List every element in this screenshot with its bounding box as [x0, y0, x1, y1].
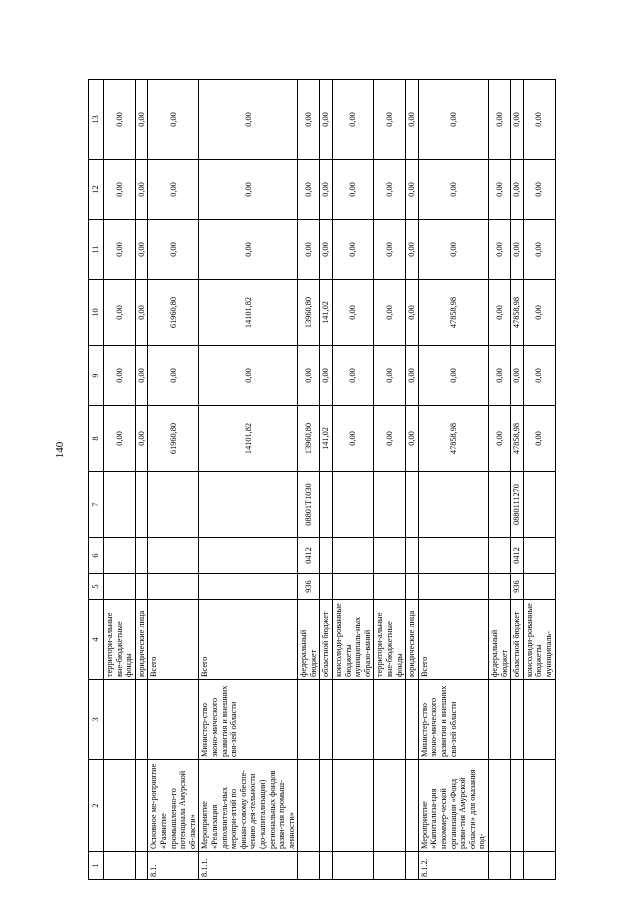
table-cell: 0412	[298, 538, 320, 574]
table-cell	[418, 472, 488, 538]
table-cell: 0,00	[333, 220, 374, 280]
table-cell	[523, 680, 555, 760]
table-cell: 0,00	[511, 160, 524, 220]
table-cell	[148, 680, 199, 760]
table-cell: Всего	[148, 600, 199, 680]
table-cell: 0,00	[418, 346, 488, 406]
table-cell	[320, 574, 333, 600]
table-cell: 47858,98	[511, 280, 524, 346]
table-cell: 0,00	[406, 80, 419, 160]
table-cell: 0,00	[374, 80, 406, 160]
table-cell	[148, 472, 199, 538]
table-cell	[488, 680, 510, 760]
table-cell: 0,00	[135, 220, 148, 280]
table-cell: 61960,80	[148, 280, 199, 346]
table-row	[104, 80, 136, 880]
table-cell	[374, 574, 406, 600]
table-cell	[488, 574, 510, 600]
table-cell: 0,00	[104, 80, 136, 160]
table-body	[89, 80, 556, 880]
table-cell: юридические лица	[135, 600, 148, 680]
table-cell: Мероприятие «Реализация дополнитель-ных меропри-ятий по финан-совому обеспе-чению дея-тельности (до-капитализации) региональных фондов разви-тия промыш-ленности»	[199, 760, 298, 852]
table-cell	[320, 760, 333, 852]
table-cell	[511, 852, 524, 880]
table-cell	[418, 574, 488, 600]
header-cell: 10	[89, 280, 104, 346]
table-cell: 0,00	[320, 160, 333, 220]
table-cell	[374, 538, 406, 574]
table-cell: 0,00	[199, 346, 298, 406]
header-cell: 1	[89, 852, 104, 880]
table-cell	[523, 852, 555, 880]
table-cell: 0,00	[135, 346, 148, 406]
table-cell: 0,00	[104, 160, 136, 220]
table-cell	[333, 538, 374, 574]
table-cell: 0,00	[135, 80, 148, 160]
table-cell: 0,00	[148, 220, 199, 280]
table-cell	[374, 760, 406, 852]
table-row	[406, 80, 419, 880]
table-cell: федеральный бюджет	[488, 600, 510, 680]
table-cell: 47858,98	[418, 280, 488, 346]
table-cell	[135, 538, 148, 574]
table-cell	[135, 574, 148, 600]
table-cell	[148, 538, 199, 574]
table-cell: 0,00	[406, 280, 419, 346]
table-cell	[333, 852, 374, 880]
table-cell	[406, 852, 419, 880]
table-cell: 0,00	[199, 160, 298, 220]
table-cell: 0,00	[523, 406, 555, 472]
table-cell: 0880111270	[511, 472, 524, 538]
table-row	[523, 80, 555, 880]
table-cell: 0,00	[374, 280, 406, 346]
table-cell: 936	[511, 574, 524, 600]
table-cell: 0,00	[523, 220, 555, 280]
table-cell	[406, 538, 419, 574]
table-row	[488, 80, 510, 880]
table-cell: 0,00	[374, 160, 406, 220]
table-cell	[104, 538, 136, 574]
table-cell: 0,00	[104, 346, 136, 406]
table-cell	[333, 472, 374, 538]
table-cell: 0,00	[488, 220, 510, 280]
table-cell: 0,00	[148, 346, 199, 406]
table-cell: Мероприятие «Капитализа-ция некоммер-ческой организации «Фонд разви-тия Амурской области» для оказания под-	[418, 760, 488, 852]
table-cell	[406, 680, 419, 760]
table-cell	[199, 538, 298, 574]
table-cell: 0,00	[488, 80, 510, 160]
table-cell	[104, 472, 136, 538]
table-cell	[511, 760, 524, 852]
table-cell	[406, 760, 419, 852]
table-cell	[320, 680, 333, 760]
table-cell	[418, 538, 488, 574]
table-cell	[511, 680, 524, 760]
table-row	[298, 80, 320, 880]
table-cell	[523, 472, 555, 538]
table-cell	[104, 574, 136, 600]
table-cell: 0,00	[374, 220, 406, 280]
table-cell: 14101,82	[199, 406, 298, 472]
table-row	[511, 80, 524, 880]
table-cell: 0,00	[135, 160, 148, 220]
table-cell: 0,00	[523, 280, 555, 346]
header-cell: 13	[89, 80, 104, 160]
table-cell: 0,00	[511, 346, 524, 406]
table-cell: 141,02	[320, 406, 333, 472]
table-header-row	[89, 80, 104, 880]
header-cell: 3	[89, 680, 104, 760]
table-cell: 0,00	[333, 280, 374, 346]
table-cell	[148, 574, 199, 600]
table-cell	[523, 538, 555, 574]
table-cell: 0,00	[199, 80, 298, 160]
table-cell: 936	[298, 574, 320, 600]
table-row	[148, 80, 199, 880]
table-cell: 0,00	[199, 220, 298, 280]
table-cell: 0,00	[374, 406, 406, 472]
table-cell: 13960,80	[298, 406, 320, 472]
table-cell: 0,00	[523, 80, 555, 160]
table-cell: 0,00	[406, 160, 419, 220]
header-cell: 9	[89, 346, 104, 406]
table-cell: 0,00	[148, 160, 199, 220]
table-cell: 8.1.	[148, 852, 199, 880]
table-cell: 0,00	[523, 346, 555, 406]
table-row	[333, 80, 374, 880]
table-cell: 0,00	[135, 280, 148, 346]
table-cell: 0,00	[406, 406, 419, 472]
table-cell	[488, 472, 510, 538]
table-cell: 0,00	[488, 406, 510, 472]
header-cell: 2	[89, 760, 104, 852]
table-cell: 0,00	[418, 220, 488, 280]
table-cell	[135, 680, 148, 760]
table-cell: консолиди-рованные бюджеты муниципаль-ных образо-ваний	[333, 600, 374, 680]
table-cell: Министер-ство эконо-мического развития и внешних свя-зей области	[418, 680, 488, 760]
table-cell: 0,00	[333, 346, 374, 406]
table-cell: 0,00	[523, 160, 555, 220]
table-cell: 0,00	[104, 220, 136, 280]
table-cell: территори-альные вне-бюджетные фонды	[374, 600, 406, 680]
table-cell	[104, 680, 136, 760]
table-cell	[104, 760, 136, 852]
table-cell: территори-альные вне-бюджетные фонды	[104, 600, 136, 680]
table-cell: консолиди-рованные бюджеты муниципаль-	[523, 600, 555, 680]
table-cell: 0,00	[298, 346, 320, 406]
table-cell: областной бюджет	[511, 600, 524, 680]
table-cell: 0,00	[135, 406, 148, 472]
table-cell: 0,00	[333, 160, 374, 220]
table-cell: Министер-ство эконо-мического развития и внешних свя-зей области	[199, 680, 298, 760]
table-cell: 14101,82	[199, 280, 298, 346]
table-cell: 0,00	[418, 80, 488, 160]
header-cell: 7	[89, 472, 104, 538]
table-cell	[374, 472, 406, 538]
budget-table	[88, 79, 556, 880]
table-cell: 0,00	[148, 80, 199, 160]
table-cell: 0,00	[406, 346, 419, 406]
table-cell: 0,00	[333, 406, 374, 472]
table-cell	[333, 760, 374, 852]
table-cell: 0,00	[298, 80, 320, 160]
table-cell: 0,00	[298, 220, 320, 280]
table-cell: 47858,98	[418, 406, 488, 472]
table-cell	[374, 852, 406, 880]
table-cell	[333, 680, 374, 760]
table-cell	[135, 472, 148, 538]
table-cell: 0,00	[488, 280, 510, 346]
table-row	[418, 80, 488, 880]
table-row	[135, 80, 148, 880]
table-row	[199, 80, 298, 880]
table-cell: 0,00	[320, 346, 333, 406]
table-cell: Всего	[199, 600, 298, 680]
table-cell: 0,00	[320, 220, 333, 280]
table-cell	[104, 852, 136, 880]
header-cell: 5	[89, 574, 104, 600]
table-cell: 8.1.2.	[418, 852, 488, 880]
table-cell: 141,02	[320, 280, 333, 346]
header-cell: 12	[89, 160, 104, 220]
table-cell: 0,00	[488, 346, 510, 406]
table-cell: 0,00	[320, 80, 333, 160]
table-cell: 0,00	[333, 80, 374, 160]
table-cell: 0,00	[418, 160, 488, 220]
table-cell	[320, 538, 333, 574]
table-cell	[488, 760, 510, 852]
table-cell: 47858,98	[511, 406, 524, 472]
table-cell	[135, 852, 148, 880]
table-cell	[320, 852, 333, 880]
table-cell: 0,00	[488, 160, 510, 220]
table-cell	[320, 472, 333, 538]
table-cell	[135, 760, 148, 852]
header-cell: 4	[89, 600, 104, 680]
table-cell	[406, 472, 419, 538]
table-cell: юридические лица	[406, 600, 419, 680]
table-cell: 8.1.1.	[199, 852, 298, 880]
table-cell: 0,00	[104, 280, 136, 346]
rotated-table-wrapper	[88, 80, 598, 880]
table-cell	[298, 852, 320, 880]
table-cell: областной бюджет	[320, 600, 333, 680]
table-cell	[523, 574, 555, 600]
table-cell: 0,00	[104, 406, 136, 472]
table-cell	[199, 472, 298, 538]
table-cell	[333, 574, 374, 600]
page-number: 140	[54, 441, 66, 459]
table-cell: федеральный бюджет	[298, 600, 320, 680]
table-cell: 0,00	[406, 220, 419, 280]
table-cell	[199, 574, 298, 600]
header-cell: 8	[89, 406, 104, 472]
table-cell: 61960,80	[148, 406, 199, 472]
table-cell	[488, 852, 510, 880]
table-cell	[298, 760, 320, 852]
table-cell: 13960,80	[298, 280, 320, 346]
table-cell	[298, 680, 320, 760]
table-cell	[374, 680, 406, 760]
table-row	[320, 80, 333, 880]
table-row	[374, 80, 406, 880]
table-cell: 0,00	[511, 80, 524, 160]
table-cell: Основное ме-роприятие «Развитие промышленно-го потенциала Амурской об-ласти»	[148, 760, 199, 852]
table-cell: 08801Т1030	[298, 472, 320, 538]
table-cell: 0,00	[511, 220, 524, 280]
table-cell	[406, 574, 419, 600]
header-cell: 6	[89, 538, 104, 574]
table-cell: 0412	[511, 538, 524, 574]
header-cell: 11	[89, 220, 104, 280]
table-cell: 0,00	[374, 346, 406, 406]
table-cell	[488, 538, 510, 574]
table-cell: 0,00	[298, 160, 320, 220]
table-cell: Всего	[418, 600, 488, 680]
table-cell	[523, 760, 555, 852]
